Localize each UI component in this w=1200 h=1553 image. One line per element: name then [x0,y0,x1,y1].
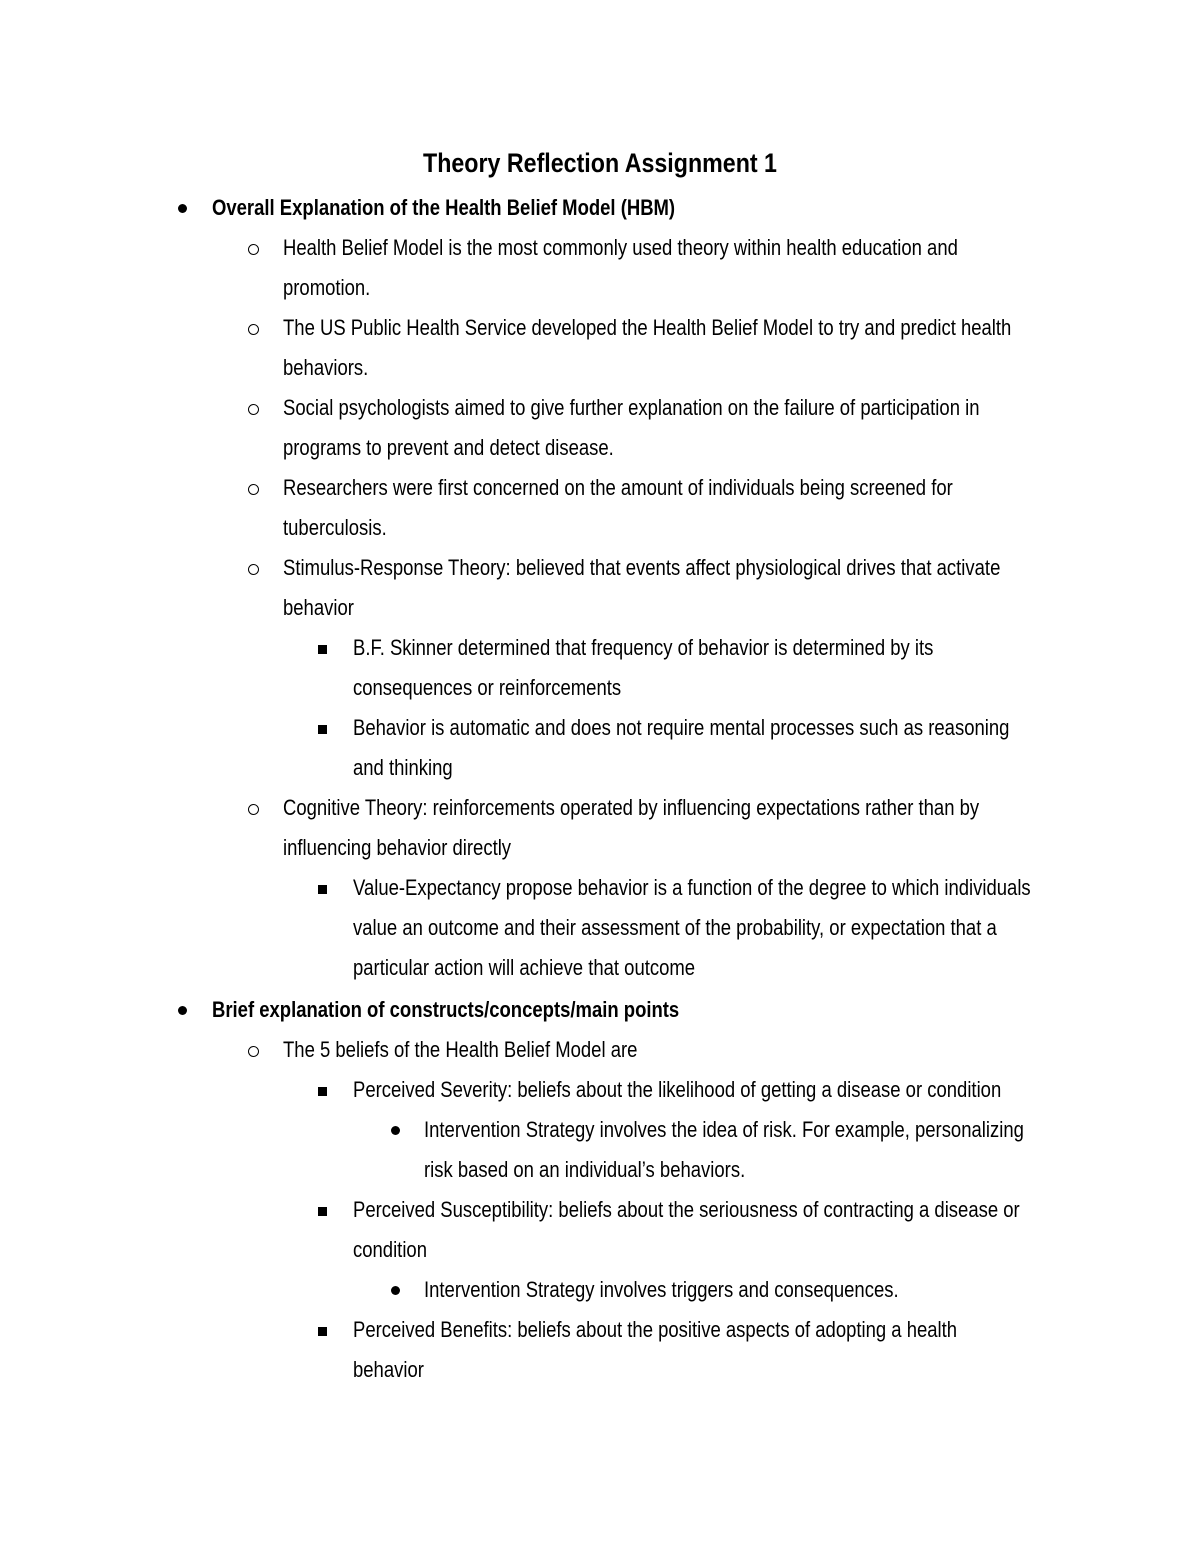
list-item-line: Perceived Benefits: beliefs about the positive aspects of adopting a health [353,1317,958,1342]
list-item-line: Intervention Strategy involves the idea of risk. For example, personalizing [424,1117,1024,1142]
list-item-line: The 5 beliefs of the Health Belief Model are [283,1037,638,1062]
bullet-square-icon [318,1207,327,1216]
list-item-line: Researchers were first concerned on the amount of individuals being screened for [283,475,953,500]
list-item-line: behaviors. [283,355,369,380]
list-item-line: influencing behavior directly [283,835,512,860]
section-heading-overall: Overall Explanation of the Health Belief Model (HBM) [212,195,676,220]
bullet-square-icon [318,725,327,734]
bullet-square-icon [318,885,327,894]
bullet-square-icon [318,1087,327,1096]
list-item-line: value an outcome and their assessment of the probability, or expectation that a [353,915,997,940]
list-item-line: behavior [283,595,354,620]
list-item-line: Value-Expectancy propose behavior is a function of the degree to which individuals [353,875,1031,900]
list-item-line: consequences or reinforcements [353,675,622,700]
list-item-line: promotion. [283,275,371,300]
list-item-line: Perceived Severity: beliefs about the likelihood of getting a disease or condition [353,1077,1002,1102]
list-item-line: Perceived Susceptibility: beliefs about the seriousness of contracting a disease or [353,1197,1020,1222]
page-title: Theory Reflection Assignment 1 [423,148,777,178]
bullet-ring-icon [248,484,259,495]
bullet-ring-icon [248,404,259,415]
list-item-line: Stimulus-Response Theory: believed that events affect physiological drives that activate [283,555,1001,580]
bullet-ring-icon [248,244,259,255]
list-item-line: tuberculosis. [283,515,387,540]
list-item-line: The US Public Health Service developed the Health Belief Model to try and predict health [283,315,1012,340]
bullet-disc-icon [391,1286,400,1295]
list-item-line: condition [353,1237,427,1262]
list-item-line: programs to prevent and detect disease. [283,435,614,460]
list-item-line: Social psychologists aimed to give further explanation on the failure of participation in [283,395,980,420]
bullet-ring-icon [248,1046,259,1057]
section-heading-constructs: Brief explanation of constructs/concepts/main points [212,997,680,1022]
list-item-line: Cognitive Theory: reinforcements operated by influencing expectations rather than by [283,795,980,820]
bullet-square-icon [318,645,327,654]
list-item-line: and thinking [353,755,453,780]
list-item-line: Health Belief Model is the most commonly used theory within health education and [283,235,958,260]
list-item-line: behavior [353,1357,424,1382]
bullet-disc-icon [391,1126,400,1135]
list-item-line: particular action will achieve that outcome [353,955,696,980]
list-item-line: risk based on an individual’s behaviors. [424,1157,746,1182]
bullet-ring-icon [248,804,259,815]
bullet-square-icon [318,1327,327,1336]
list-item-line: Behavior is automatic and does not require mental processes such as reasoning [353,715,1010,740]
list-item-line: B.F. Skinner determined that frequency of behavior is determined by its [353,635,934,660]
bullet-ring-icon [248,324,259,335]
bullet-disc-icon [178,1006,187,1015]
list-item-line: Intervention Strategy involves triggers and consequences. [424,1277,899,1302]
bullet-ring-icon [248,564,259,575]
bullet-disc-icon [178,204,187,213]
